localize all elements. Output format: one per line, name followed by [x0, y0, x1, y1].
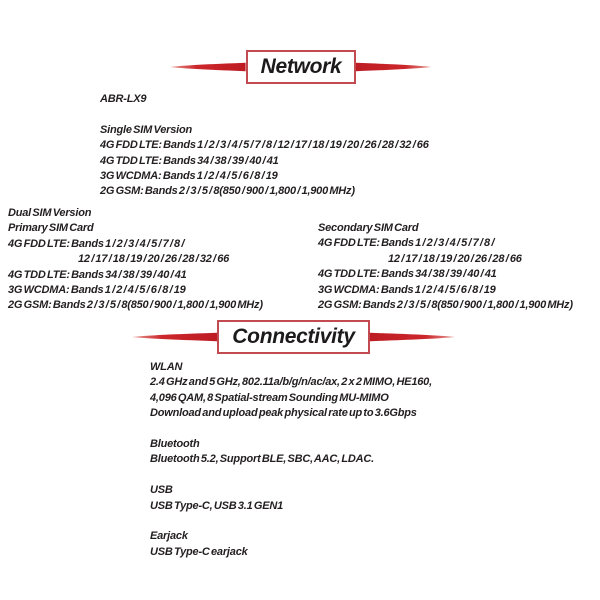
single-sim-gsm: 2G GSM: Bands 2 / 3 / 5 / 8(850 / 900 / 1,800 / 1,900 MHz)	[100, 185, 355, 198]
network-banner-box	[246, 50, 357, 84]
secondary-sim-fdd-line1: 4G FDD LTE: Bands 1 / 2 / 3 / 4 / 5 / 7 / 8 /	[318, 237, 495, 250]
bluetooth-line1: Bluetooth 5.2, Support BLE, SBC, AAC, LDAC.	[150, 453, 374, 466]
primary-sim-fdd-line1: 4G FDD LTE: Bands 1 / 2 / 3 / 4 / 5 / 7 / 8 /	[8, 237, 185, 250]
model-name: ABR-LX9	[100, 93, 147, 105]
single-sim-heading: Single SIM Version	[100, 123, 193, 136]
wlan-line1: 2.4 GHz and 5 GHz, 802.11a/b/g/n/ac/ax, 2 x 2 MIMO, HE160,	[150, 376, 432, 389]
wlan-line2: 4,096 QAM, 8 Spatial-stream Sounding MU-MIMO	[150, 391, 389, 404]
banner-ribbon-right-icon	[370, 332, 455, 342]
dual-sim-secondary-column	[318, 221, 573, 313]
single-sim-section	[100, 92, 429, 200]
dual-sim-primary-column	[8, 206, 263, 314]
wlan-heading: WLAN	[150, 361, 183, 373]
usb-line1: USB Type-C, USB 3.1 GEN1	[150, 499, 284, 512]
wlan-line3: Download and upload peak physical rate up to 3.6Gbps	[150, 407, 417, 420]
usb-heading: USB	[150, 484, 173, 497]
secondary-sim-gsm: 2G GSM: Bands 2 / 3 / 5 / 8(850 / 900 / 1,800 / 1,900 MHz)	[318, 299, 573, 312]
connectivity-section	[150, 360, 432, 560]
dual-sim-heading: Dual SIM Version	[8, 207, 92, 219]
single-sim-fdd: 4G FDD LTE: Bands 1 / 2 / 3 / 4 / 5 / 7 / 8 / 12 / 17 / 18 / 19 / 20 / 26 / 28 / 32 / 66	[100, 139, 429, 152]
bluetooth-heading: Bluetooth	[150, 438, 200, 451]
single-sim-tdd: 4G TDD LTE: Bands 34 / 38 / 39 / 40 / 41	[100, 154, 279, 167]
earjack-line1: USB Type-C earjack	[150, 545, 248, 558]
connectivity-banner	[132, 320, 455, 353]
banner-ribbon-left-icon	[170, 62, 246, 72]
secondary-sim-wcdma: 3G WCDMA: Bands 1 / 2 / 4 / 5 / 6 / 8 / 19	[318, 283, 496, 296]
banner-ribbon-right-icon	[356, 62, 432, 72]
secondary-sim-fdd-line2: 12 / 17 / 18 / 19 / 20 / 26 / 28 / 66	[388, 252, 522, 265]
single-sim-wcdma: 3G WCDMA: Bands 1 / 2 / 4 / 5 / 6 / 8 / 19	[100, 170, 278, 183]
secondary-sim-tdd: 4G TDD LTE: Bands 34 / 38 / 39 / 40 / 41	[318, 268, 497, 281]
network-banner-title: Network	[260, 55, 342, 78]
secondary-sim-heading: Secondary SIM Card	[318, 222, 419, 234]
connectivity-banner-title: Connectivity	[232, 324, 355, 348]
primary-sim-gsm: 2G GSM: Bands 2 / 3 / 5 / 8(850 / 900 / 1,800 / 1,900 MHz)	[8, 299, 263, 312]
earjack-heading: Earjack	[150, 530, 188, 543]
connectivity-banner-box	[217, 320, 369, 354]
primary-sim-wcdma: 3G WCDMA: Bands 1 / 2 / 4 / 5 / 6 / 8 / 19	[8, 284, 186, 297]
primary-sim-fdd-line2: 12 / 17 / 18 / 19 / 20 / 26 / 28 / 32 / 66	[78, 253, 230, 266]
primary-sim-tdd: 4G TDD LTE: Bands 34 / 38 / 39 / 40 / 41	[8, 268, 187, 281]
banner-ribbon-left-icon	[132, 332, 217, 342]
network-banner	[170, 50, 432, 84]
primary-sim-heading: Primary SIM Card	[8, 222, 94, 235]
